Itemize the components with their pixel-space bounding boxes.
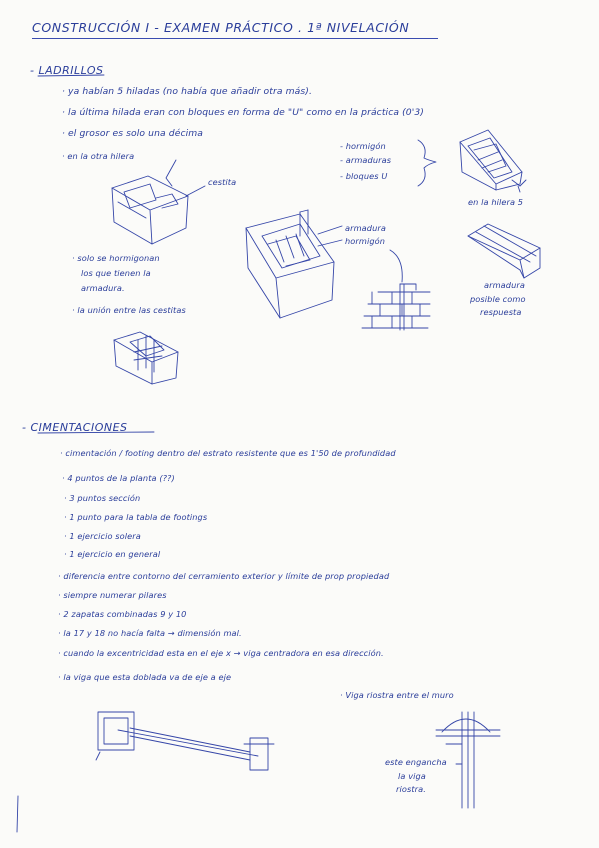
legend-item: - hormigón: [340, 141, 386, 151]
heading-underline: [38, 432, 154, 433]
viga-centradora-sketch: [96, 712, 274, 770]
caption-line: riostra.: [396, 784, 426, 794]
brick-wall-sketch: [362, 250, 430, 330]
list-item: · 2 zapatas combinadas 9 y 10: [58, 609, 187, 619]
list-item: · cimentación / footing dentro del estrato resistente que es 1'50 de profundidad: [60, 448, 396, 458]
u-block-hilera-5-sketch: [460, 130, 526, 192]
list-item: · la última hilada eran con bloques en forma de "U" como en la práctica (0'3): [62, 107, 424, 118]
cestita-block-sketch: [112, 160, 205, 244]
union-cestitas-sketch: [114, 332, 178, 384]
list-item: · cuando la excentricidad esta en el eje x → viga centradora en esa dirección.: [58, 648, 384, 658]
legend-item: - armaduras: [340, 155, 392, 165]
caption-line: posible como: [470, 294, 526, 304]
list-item: · diferencia entre contorno del cerramiento exterior y límite de prop propiedad: [58, 571, 390, 581]
note-line: · la unión entre las cestitas: [72, 305, 186, 315]
caption-line: respuesta: [480, 307, 522, 317]
list-item: · 1 punto para la tabla de footings: [64, 512, 208, 522]
label-hormigon: hormigón: [345, 236, 386, 246]
note-viga-riostra: · Viga riostra entre el muro: [340, 690, 454, 700]
list-item: · en la otra hilera: [62, 151, 135, 161]
caption-line: armadura: [484, 280, 525, 290]
list-item: · 3 puntos sección: [64, 493, 141, 503]
label-cestita: cestita: [208, 177, 237, 187]
legend-brace: [418, 140, 436, 186]
list-item: · siempre numerar pilares: [58, 590, 167, 600]
viga-riostra-junction-sketch: [436, 712, 500, 808]
section-heading-cimentaciones: - CIMENTACIONES: [22, 421, 128, 434]
caption-hilera: en la hilera 5: [468, 197, 524, 207]
list-item: · 4 puntos de la planta (??): [62, 473, 175, 483]
note-line: armadura.: [81, 283, 125, 293]
margin-mark: [17, 796, 18, 832]
u-block-armadura-sketch: [246, 210, 342, 318]
section-heading-ladrillos: - LADRILLOS: [30, 64, 104, 77]
list-item: · el grosor es solo una décima: [62, 128, 204, 139]
legend-item: - bloques U: [340, 171, 388, 181]
caption-line: la viga: [398, 771, 426, 781]
heading-underline: [38, 75, 104, 76]
list-item: · la viga que esta doblada va de eje a eje: [58, 672, 232, 682]
list-item: · 1 ejercicio en general: [64, 549, 161, 559]
armadura-prism-sketch: [468, 224, 540, 278]
note-line: los que tienen la: [81, 268, 151, 278]
list-item: · ya habían 5 hiladas (no había que añadir otra más).: [62, 86, 312, 97]
note-line: · solo se hormigonan: [72, 253, 160, 263]
list-item: · 1 ejercicio solera: [64, 531, 141, 541]
page-title: CONSTRUCCIÓN I - EXAMEN PRÁCTICO . 1ª NIVELACIÓN: [32, 20, 410, 35]
label-armadura: armadura: [345, 223, 386, 233]
caption-line: este engancha: [385, 757, 447, 767]
list-item: · la 17 y 18 no hacía falta → dimensión mal.: [58, 628, 242, 638]
